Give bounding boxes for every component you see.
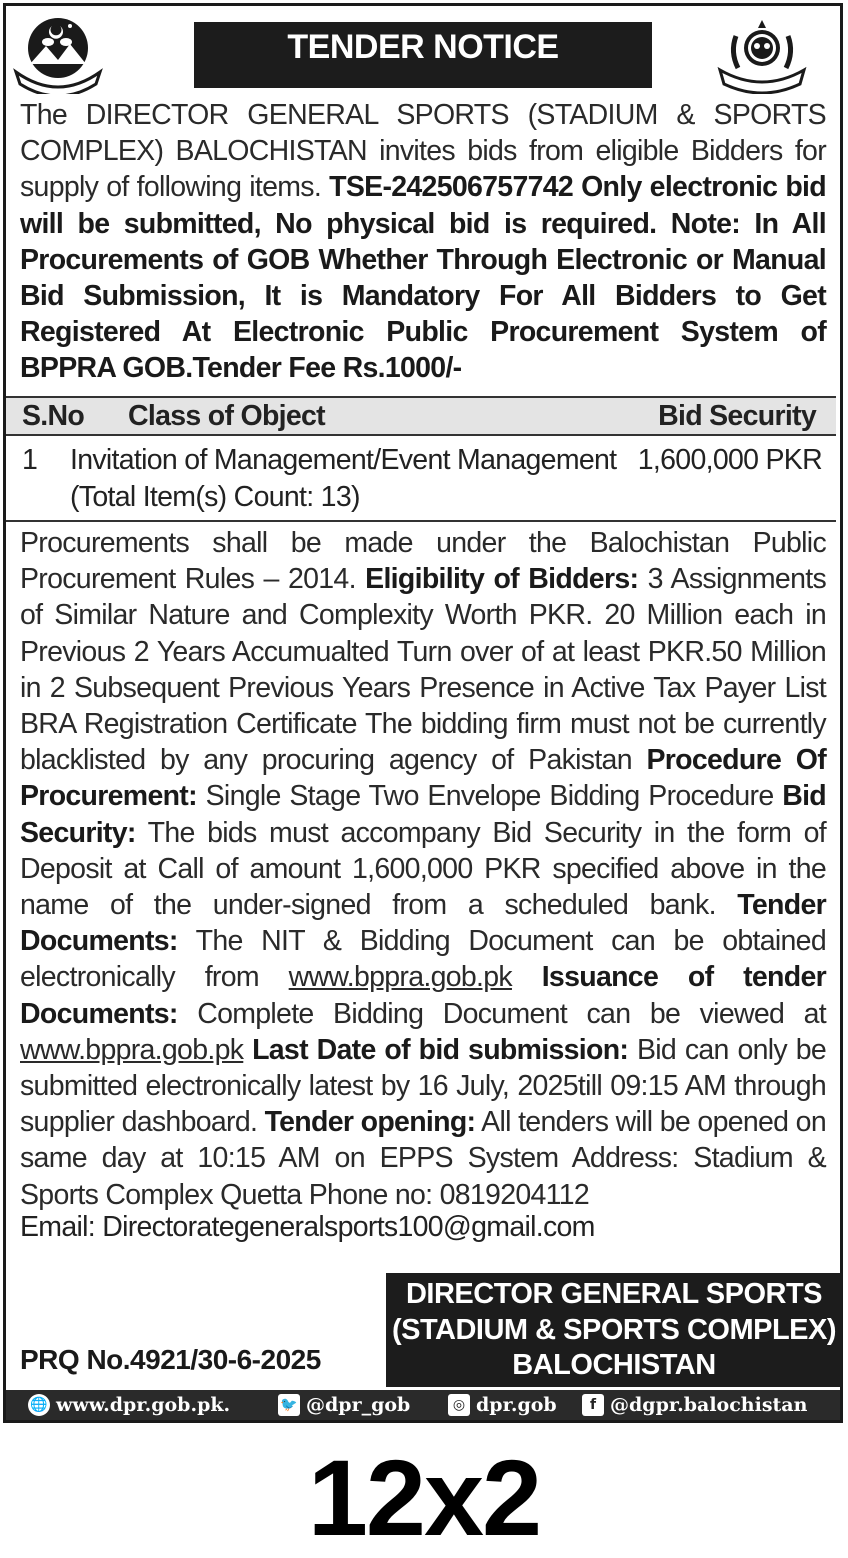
signature-line-1: DIRECTOR GENERAL SPORTS (405, 1278, 823, 1310)
prq-number: PRQ No.4921/30-6-2025 (20, 1344, 321, 1375)
header-class-of-object: Class of Object (128, 400, 325, 432)
cell-sno: 1 (22, 444, 38, 476)
bppra-link-1[interactable]: www.bppra.gob.pk (288, 961, 512, 994)
tender-documents-label: Tender Documents: (20, 889, 827, 958)
eligibility-label: Eligibility of Bidders: (365, 563, 639, 596)
footer-bar (6, 1390, 840, 1420)
dgpr-emblem-logo (716, 12, 808, 94)
tender-opening-label: Tender opening: (264, 1106, 476, 1139)
tender-documents-text: The NIT & Bidding Document can be obtained electronically from (20, 925, 826, 994)
signature-line-3: BALOCHISTAN (512, 1349, 716, 1381)
last-date-text: Bid can only be submitted electronically latest by 16 July, 2025till 09:15 AM through supplier dashboard. (20, 1033, 827, 1139)
footer-facebook[interactable] (582, 1390, 807, 1420)
contact-email: Email: Directorategeneralsports100@gmail.com (20, 1211, 595, 1243)
issuance-label: Issuance of tender Documents: (20, 961, 827, 1030)
footer-instagram-text: dpr.gob (476, 1394, 557, 1416)
procedure-text: Single Stage Two Envelope Bidding Procedure (205, 780, 774, 813)
balochistan-emblem-logo (12, 12, 104, 94)
procedure-label: Procedure Of Procurement: (20, 744, 826, 813)
tender-opening-text: All tenders will be opened on same day at 10:15 AM on EPPS System Address: Stadium & Sports Complex Quetta Phone no: 0819204112 (20, 1106, 826, 1211)
terms-paragraph (20, 525, 826, 1213)
ad-size-label: 12x2 (307, 1437, 541, 1558)
cell-bid-security: 1,600,000 PKR (637, 444, 822, 476)
header-sno: S.No (22, 400, 85, 432)
instagram-icon: ◎ (448, 1394, 470, 1416)
footer-twitter-text: @dpr_gob (306, 1394, 411, 1416)
footer-instagram[interactable] (448, 1390, 557, 1420)
footer-website[interactable] (28, 1390, 230, 1420)
bid-security-label: Bid Security: (20, 780, 827, 849)
page-title: TENDER NOTICE (194, 22, 652, 88)
table-row (6, 440, 836, 522)
globe-icon: 🌐 (28, 1394, 50, 1416)
footer-website-text: www.dpr.gob.pk. (56, 1394, 231, 1416)
intro-text: The DIRECTOR GENERAL SPORTS (STADIUM & SPORTS COMPLEX) BALOCHISTAN invites bids from eligible Bidders for supply of following items. (20, 99, 826, 204)
signature-block (386, 1273, 842, 1387)
table-header (6, 396, 836, 436)
eligibility-text: 3 Assignments of Similar Nature and Complexity Worth PKR. 20 Million each in Previous 2 Years Accumualted Turn over of at least PKR.50 Million in 2 Subsequent Previous Years Presence in Active Tax Payer List BRA Registration Certificate The bidding firm must not be currently blacklisted by any procuring agency of Pakistan (20, 563, 827, 777)
last-date-label: Last Date of bid submission: (252, 1033, 629, 1066)
signature-line-2: (STADIUM & SPORTS COMPLEX) (391, 1313, 837, 1346)
issuance-text: Complete Bidding Document can be viewed at (197, 997, 827, 1030)
footer-twitter[interactable] (278, 1390, 410, 1420)
intro-paragraph (20, 97, 826, 387)
bid-security-text: The bids must accompany Bid Security in the form of Deposit at Call of amount 1,600,000 PKR specified above in the name of the under-signed from a scheduled bank. (20, 816, 826, 922)
footer-facebook-text: @dgpr.balochistan (610, 1394, 808, 1416)
facebook-icon: f (582, 1394, 604, 1416)
twitter-icon: 🐦 (278, 1394, 300, 1416)
rules-text: Procurements shall be made under the Balochistan Public Procurement Rules – 2014. (20, 527, 826, 596)
bppra-link-2[interactable]: www.bppra.gob.pk (20, 1033, 244, 1066)
cell-class-of-object: Invitation of Management/Event Management (Total Item(s) Count: 13) (70, 444, 617, 513)
intro-bold-text: TSE-242506757742 Only electronic bid will be submitted, No physical bid is required. Note: In All Procurements of GOB Whether Through Electronic or Manual Bid Submission, It is Mandatory For All Bidders to Get Registered At Electronic Public Procurement System of BPPRA GOB.Tender Fee Rs.1000/- (20, 171, 826, 385)
header-bid-security: Bid Security (658, 400, 816, 432)
